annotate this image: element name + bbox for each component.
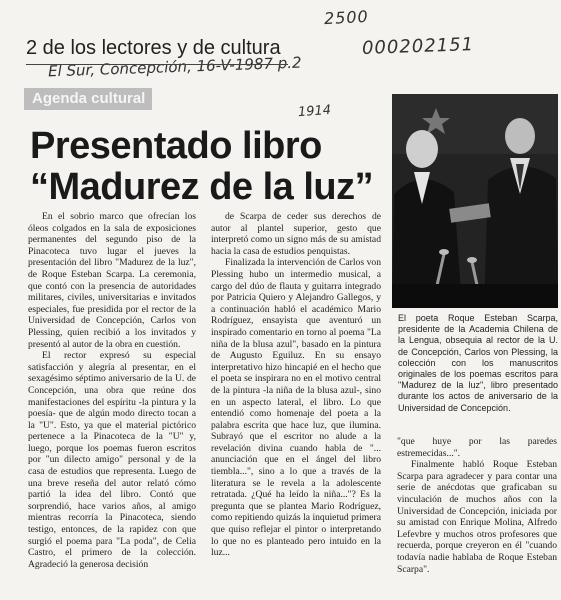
article-column-2 <box>211 211 381 597</box>
headline <box>30 126 390 208</box>
headline-line-2: “Madurez de la luz” <box>30 166 374 208</box>
news-photo <box>392 94 558 308</box>
paragraph: En el sobrio marco que ofrecían los óleos colgados en la sala de exposiciones permanentes del segundo piso de la Pinacoteca tuvo lugar el jueves la presentación del libro "Madurez de la luz", de Roque Esteban Scarpa. La ceremonia, que contó con la presencia de autoridades militares, civiles, universitarias e invitados especiales, fue presidida por el rector de la Universidad de Concepción, Carlos von Plessing, quien recibió a los invitados y presentó al autor de la obra en cuestión. <box>28 211 196 350</box>
photo-caption: El poeta Roque Esteban Scarpa, presidente de la Academia Chilena de la Lengua, obsequia al rector de la U. de Concepción, Carlos von Plessing, la colección con los manuscritos originales de los poemas escritos para "Madurez de la luz", libro presentado durante los actos de aniversario de la Universidad de Concepción. <box>398 313 558 413</box>
paragraph: El rector expresó su especial satisfacción y alegría al presentar, en el sexagésimo séptimo aniversario de la U. de Concepción, una obra que reúne dos manifestaciones del espíritu -la pintura y la poesía- que de algún modo directo tocan a la "U". Esto, ya que el material pictórico pertenece a la Pinacoteca de la "U" y, luego, porque los poemas fueron escritos por "un dilecto amigo" personal y de la casa de estudios que representa. Luego de una breve reseña del autor relató cómo partió la idea del libro. Contó que sorprendió, hace varios años, al amigo mientras recorría la Pinacoteca, siendo testigo, entonces, de la rapidez con que surgió el poema para "La poda", de Celia Castro, el primero de la colección. Agradeció la generosa decisión <box>28 350 196 570</box>
handwritten-source: El Sur, Concepción, 16-V-1987 p.2 <box>47 53 302 81</box>
paragraph: Finalmente habló Roque Esteban Scarpa para agradecer y para contar una serie de anécdotas que graficaban su vinculación de muchos años con la Universidad de Concepción, iniciada por su amistad con Enrique Molina, Alfredo Lefevbre y muchos otros profesores que recuerda, porque creyeron en él "cuando todavía nadie hablaba de Roque Esteban Scarpa". <box>397 459 557 575</box>
handwritten-number: 2500 <box>323 6 370 29</box>
headline-line-1: Presentado libro <box>30 125 322 167</box>
handwritten-reference: 000202151 <box>361 34 475 59</box>
paragraph: de Scarpa de ceder sus derechos de autor al plantel superior, gesto que interpretó como un signo más de su amistad hacia la casa de estudios penquistas. <box>211 211 381 257</box>
section-rule <box>26 64 288 65</box>
article-column-1 <box>28 211 196 597</box>
photo-illustration <box>392 94 558 308</box>
paragraph: "que huye por las paredes estremecidas...". <box>397 436 557 459</box>
section-title: 2 de los lectores y de cultura <box>26 37 281 59</box>
paragraph: Finalizada la intervención de Carlos von Plessing hubo un intermedio musical, a cargo del dúo de flauta y guitarra integrado por Patricia Quiero y Alejandro Gallegos, y a continuación habló el académico Mario Rodríguez, ensayista que aventuró un inspirado comentario en torno al poema "La niña de la blusa azul", basado en la pintura de Augusto Eguiluz. En su ensayo interpretativo hizo hincapié en el hecho que el poeta se inspirara no en el motivo central de la pintura -la niña de la blusa azul-, sino en un aspecto lateral, el libro. Lo que entendió como homenaje del poeta a la palabra escrita que hace luz, que ilumina. Subrayó que el escritor no alude a la revelación divina cuando habla de "... anunciación que en el ángel del libro tiembla...", sino a lo que a través de la literatura se le revela a la adolescente retratada. ¿Qué ha leído la niña..."? Es la pregunta que se plantea Mario Rodríguez, como repitiendo quizás la inquietud primera que quiso reflejar el pintor o interpretando lo que no es planteado pero intuido en la luz... <box>211 257 381 559</box>
article-column-3 <box>397 436 557 598</box>
agenda-label: Agenda cultural <box>24 88 152 110</box>
handwritten-year: 1914 <box>297 102 332 121</box>
